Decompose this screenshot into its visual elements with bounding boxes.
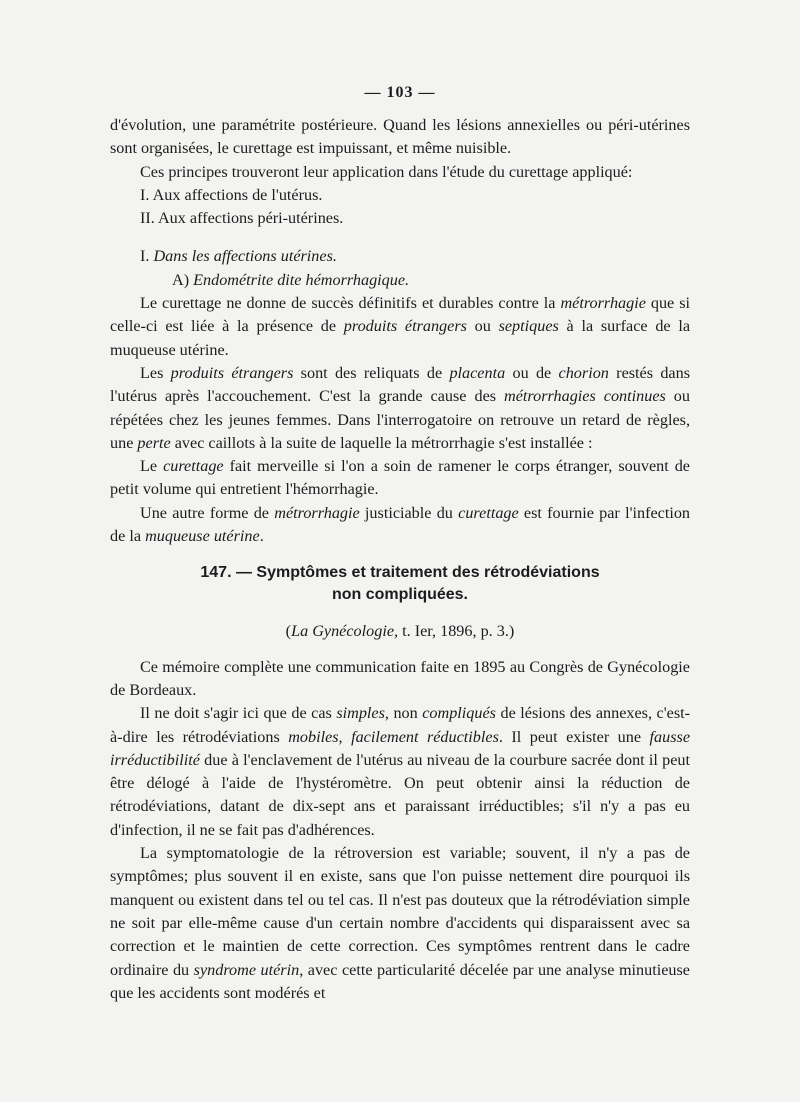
paragraph-2: Ces principes trouveront leur application dans l'étude du curettage appliqué: [140,162,633,181]
journal-name: La Gynécologie, [291,622,399,641]
section-heading-I [110,245,690,268]
article-heading-line1: 147. — Symptômes et traitement des rétrodéviations [200,564,600,582]
citation: (La Gynécologie, t. Ier, 1896, p. 3.) [285,622,515,641]
subsection-title: Endométrite dite hémorrhagique. [193,270,410,289]
paragraph-6: Une autre forme de métrorrhagie justiciable du curettage est fournie par l'infection de la muqueuse utérine. [110,503,691,546]
paragraph-4: Les produits étrangers sont des reliquats de placenta ou de chorion restés dans l'utérus après l'accouchement. C'est la grande cause des métrorrhagies continues ou répétées chez les jeunes femmes. Dans l'interrogatoire on retrouve un retard de règles, une perte avec caillots à la suite de laquelle la métrorrhagie s'est installée : [110,363,691,452]
section-title: Dans les affections utérines. [153,247,337,266]
subsection-heading-A [110,269,690,292]
paragraph-3: Le curettage ne donne de succès définitifs et durables contre la métrorrhagie que si celle-ci est liée à la présence de produits étrangers ou septiques à la surface de la muqueuse utérine. [110,294,691,359]
page-number: — 103 — [364,84,436,101]
article-heading-line2: non compliquées. [331,586,468,604]
section-number: I. [140,247,150,266]
paragraph-8: Il ne doit s'agir ici que de cas simples, non compliqués de lésions des annexes, c'est-à-dire les rétrodéviations mobiles, facilement réductibles. Il peut exister une fausse irréductibilité due à l'enclavement de l'utérus au niveau de la courbure sacrée dont il peut être délogé à l'aide de l'hystéromètre. On peut obtenir ainsi la réduction de rétrodéviations, datant de dix-sept ans et paraissant irréductibles; s'il n'y a pas eu d'infection, il ne se fait pas d'adhérences. [110,704,691,839]
list-item-1: I. Aux affections de l'utérus. [140,185,323,204]
article-heading [110,562,690,606]
subsection-number: A) [172,270,190,289]
paragraph-7: Ce mémoire complète une communication faite en 1895 au Congrès de Gynécologie de Bordeaux. [110,657,690,699]
list-item-2: II. Aux affections péri-utérines. [140,209,344,228]
paragraph-5: Le curettage fait merveille si l'on a soin de ramener le corps étranger, souvent de petit volume qui entretient l'hémorrhagie. [110,457,690,499]
paragraph-1: d'évolution, une paramétrite postérieure. Quand les lésions annexielles ou péri-utérines sont organisées, le curettage est impuissant, et même nuisible. [110,116,690,158]
paragraph-9: La symptomatologie de la rétroversion est variable; souvent, il n'y a pas de symptômes; plus souvent il en existe, sans que l'on puisse nettement dire pourquoi ils manquent ou existent dans tel ou tel cas. Il n'est pas douteux que la rétrodéviation simple ne soit par elle-même cause d'un certain nombre d'accidents qui disparaissent avec sa correction et le maintien de cette correction. Ces symptômes rentrent dans le cadre ordinaire du syndrome utérin, avec cette particularité décelée par une analyse minutieuse que les accidents sont modérés et [110,844,690,1002]
